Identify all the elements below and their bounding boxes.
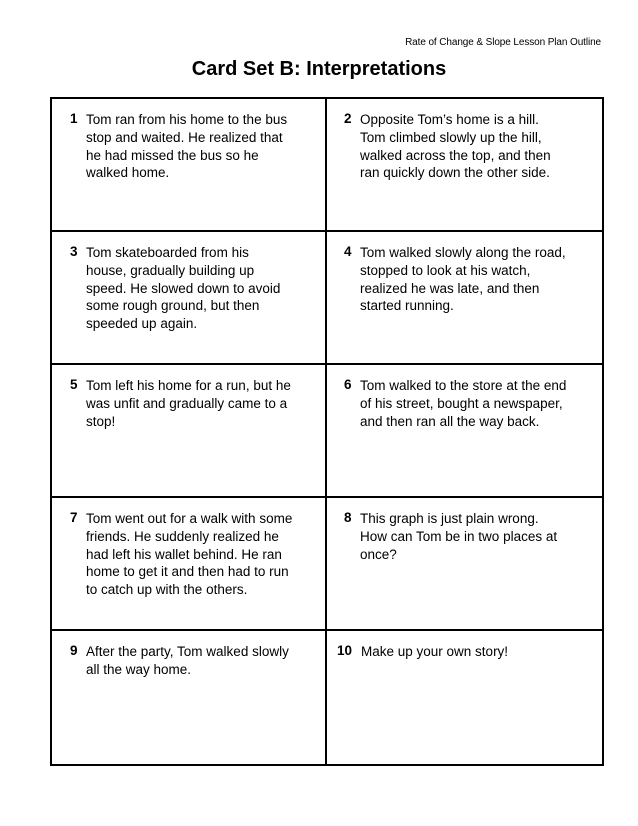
- card-text: Make up your own story!: [361, 644, 509, 659]
- card-text: After the party, Tom walked slowly all the way home.: [86, 644, 289, 677]
- card-text: Tom skateboarded from his house, gradually building up speed. He slowed down to avoid some rough ground, but then speeded up again.: [86, 245, 281, 332]
- card-5: [52, 365, 327, 498]
- card-number: 8: [344, 510, 352, 525]
- card-number: 10: [337, 643, 353, 658]
- card-3: [52, 232, 327, 365]
- card-number: 2: [344, 111, 352, 126]
- card-7: [52, 498, 327, 631]
- card-1: [52, 99, 327, 232]
- card-number: 4: [344, 244, 352, 259]
- card-text: Tom went out for a walk with some friends. He suddenly realized he had left his wallet behind. He ran home to get it and then had to run to catch up with the others.: [86, 511, 293, 598]
- card-number: 7: [70, 510, 78, 525]
- card-10: [327, 631, 602, 764]
- card-grid: [50, 97, 604, 766]
- card-number: 6: [344, 377, 352, 392]
- card-text: Tom walked to the store at the end of his street, bought a newspaper, and then ran all the way back.: [360, 378, 567, 429]
- card-number: 9: [70, 643, 78, 658]
- header-note: Rate of Change & Slope Lesson Plan Outline: [405, 37, 601, 48]
- card-number: 1: [70, 111, 78, 126]
- card-number: 5: [70, 377, 78, 392]
- card-6: [327, 365, 602, 498]
- card-8: [327, 498, 602, 631]
- card-4: [327, 232, 602, 365]
- card-9: [52, 631, 327, 764]
- card-text: Tom ran from his home to the bus stop and waited. He realized that he had missed the bus so he walked home.: [86, 112, 288, 181]
- card-text: Tom walked slowly along the road, stopped to look at his watch, realized he was late, and then started running.: [360, 245, 566, 314]
- card-2: [327, 99, 602, 232]
- card-text: This graph is just plain wrong. How can Tom be in two places at once?: [360, 511, 558, 562]
- card-text: Tom left his home for a run, but he was unfit and gradually came to a stop!: [86, 378, 291, 429]
- card-number: 3: [70, 244, 78, 259]
- card-text: Opposite Tom’s home is a hill. Tom climbed slowly up the hill, walked across the top, and then ran quickly down the other side.: [360, 112, 551, 181]
- page-title: Card Set B: Interpretations: [191, 58, 447, 80]
